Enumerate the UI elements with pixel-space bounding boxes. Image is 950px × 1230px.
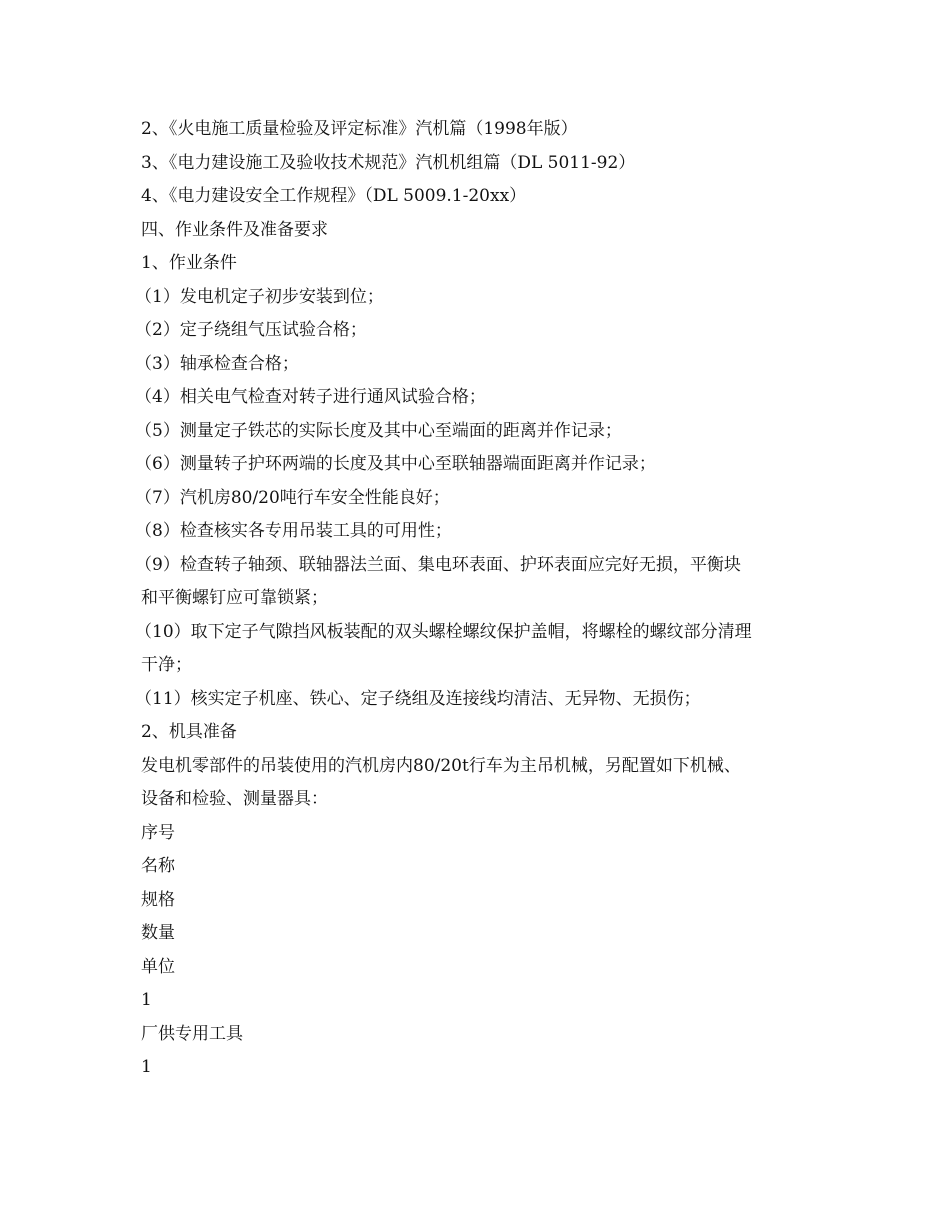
tool-preparation-paragraph-continued: 设备和检验、测量器具： [141, 789, 328, 809]
reference-item-2: 2、《火电施工质量检验及评定标准》汽机篇（1998年版） [141, 119, 578, 139]
condition-item-10-continued: 干净； [141, 655, 192, 675]
table-header-unit: 单位 [141, 956, 175, 977]
section-heading-4: 四、作业条件及准备要求 [141, 219, 328, 240]
condition-item-10: （10）取下定子气隙挡风板装配的双头螺栓螺纹保护盖帽，将螺栓的螺纹部分清理 [135, 621, 752, 642]
condition-item-8: （8）检查核实各专用吊装工具的可用性； [135, 521, 452, 541]
reference-item-3: 3、《电力建设施工及验收技术规范》汽机机组篇（DL 5011-92） [141, 152, 636, 173]
condition-item-9-continued: 和平衡螺钉应可靠锁紧； [141, 588, 328, 608]
condition-item-2: （2）定子绕组气压试验合格； [135, 320, 367, 340]
table-cell-name: 厂供专用工具 [141, 1023, 243, 1044]
condition-item-11: （11）核实定子机座、铁心、定子绕组及连接线均清洁、无异物、无损伤； [135, 688, 701, 709]
table-header-quantity: 数量 [141, 923, 175, 943]
table-cell-value: 1 [141, 1057, 152, 1077]
condition-item-4: （4）相关电气检查对转子进行通风试验合格； [135, 387, 486, 407]
condition-item-7: （7）汽机房80/20吨行车安全性能良好； [135, 487, 450, 508]
condition-item-9: （9）检查转子轴颈、联轴器法兰面、集电环表面、护环表面应完好无损，平衡块 [135, 554, 741, 575]
subsection-heading-tool-preparation: 2、机具准备 [141, 722, 237, 742]
table-header-spec: 规格 [141, 889, 175, 910]
condition-item-6: （6）测量转子护环两端的长度及其中心至联轴器端面距离并作记录； [135, 454, 656, 474]
subsection-heading-work-conditions: 1、作业条件 [141, 253, 237, 273]
reference-item-4: 4、《电力建设安全工作规程》（DL 5009.1-20xx） [141, 186, 527, 206]
condition-item-5: （5）测量定子铁芯的实际长度及其中心至端面的距离并作记录； [135, 420, 622, 441]
condition-item-1: （1）发电机定子初步安装到位； [135, 286, 384, 307]
table-header-index: 序号 [141, 822, 175, 843]
table-header-name: 名称 [141, 856, 175, 876]
document-body [135, 113, 821, 1085]
condition-item-3: （3）轴承检查合格； [135, 353, 299, 374]
tool-preparation-paragraph: 发电机零部件的吊装使用的汽机房内80/20t行车为主吊机械，另配置如下机械、 [141, 755, 741, 776]
table-cell-index: 1 [141, 990, 152, 1010]
